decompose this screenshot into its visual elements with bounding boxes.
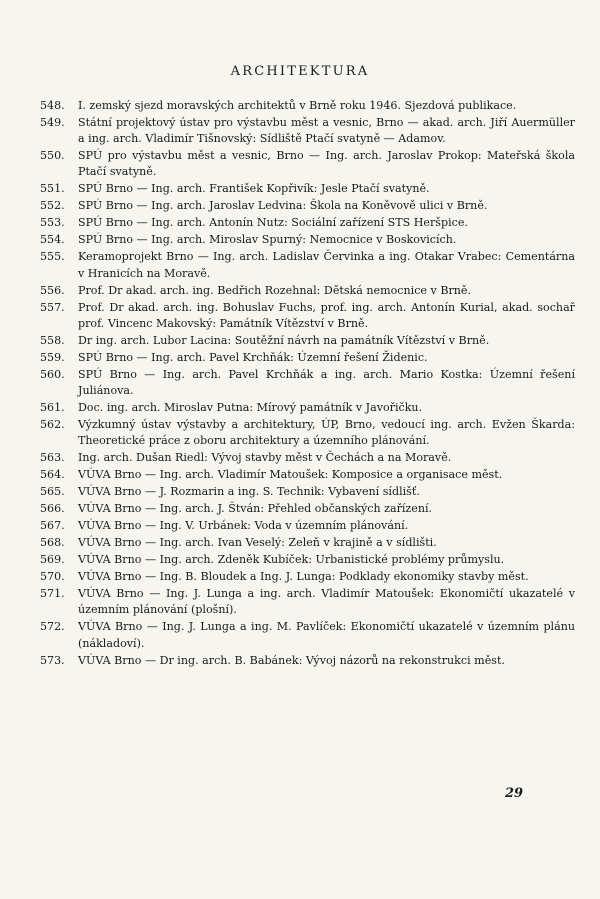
entry-number: 567. [40,519,65,533]
entry-text: Prof. Dr akad. arch. ing. Bedřich Rozehnal: Dětská nemocnice v Brně. [78,283,472,297]
catalog-entry [40,350,575,366]
catalog-entry [40,569,575,585]
page-number: 29 [505,786,524,801]
entry-number: 570. [40,570,65,584]
entry-number: 563. [40,451,65,465]
catalog-entry [40,501,575,517]
catalog-entry [40,367,575,399]
entry-text: Výzkumný ústav výstavby a architektury, ÚP, Brno, vedoucí ing. arch. Evžen Škarda: Theoretické práce z oboru architektury a územního plánování. [78,418,575,448]
entry-number: 556. [40,283,65,297]
entry-text: SPÚ Brno — Ing. arch. Jaroslav Ledvina: Škola na Koněvově ulici v Brně. [78,199,488,213]
entry-text: VÚVA Brno — Ing. B. Bloudek a Ing. J. Lunga: Podklady ekonomiky stavby měst. [78,570,529,584]
catalog-entry [40,450,575,466]
entry-number: 562. [40,418,65,432]
catalog-entry [40,115,575,147]
entry-number: 550. [40,149,65,163]
entry-text: Prof. Dr akad. arch. ing. Bohuslav Fuchs, prof. ing. arch. Antonín Kurial, akad. sochař prof. Vincenc Makovský: Památník Vítězství v Brně. [78,300,575,330]
entry-text: Keramoprojekt Brno — Ing. arch. Ladislav Červinka a ing. Otakar Vrabec: Cementárna v Hranicích na Moravě. [78,250,575,280]
entry-number: 549. [40,116,65,129]
entry-text: SPÚ Brno — Ing. arch. Pavel Krchňák a ing. arch. Mario Kostka: Územní řešení Juliánova. [78,367,575,398]
entry-text: SPÚ pro výstavbu měst a vesnic, Brno — Ing. arch. Jaroslav Prokop: Mateřská škola Ptačí svatyně. [78,149,575,179]
entry-text: VÚVA Brno — J. Rozmarin a ing. S. Technik: Vybavení sídlišť. [78,485,420,499]
catalog-entry [40,333,575,349]
entry-text: VÚVA Brno — Ing. J. Lunga a ing. arch. Vladimír Matoušek: Ekonomičtí ukazatelé v územním plánování (plošní). [78,587,575,617]
entry-text: VÚVA Brno — Ing. arch. Zdeněk Kubíček: Urbanistické problémy průmyslu. [78,553,505,567]
entry-number: 568. [40,536,65,550]
catalog-entry [40,619,575,651]
entry-number: 572. [40,620,65,634]
catalog-entry [40,283,575,299]
entry-text: Státní projektový ústav pro výstavbu měst a vesnic, Brno — akad. arch. Jiří Auermüller a ing. arch. Vladimír Tišnovský: Sídliště Ptačí svatyně — Adamov. [78,116,575,146]
entry-number: 554. [40,233,65,247]
entry-number: 555. [40,250,65,264]
entry-text: VÚVA Brno — Dr ing. arch. B. Babánek: Vývoj názorů na rekonstrukci měst. [78,653,505,667]
catalog-entry [40,148,575,180]
catalog-entry [40,232,575,248]
catalog-entry [40,417,575,449]
entry-text: VÚVA Brno — Ing. J. Lunga a ing. M. Pavlíček: Ekonomičtí ukazatelé v územním plánu (nákladoví). [78,620,575,650]
catalog-entry [40,653,575,669]
page-header: ARCHITEKTURA [230,64,370,79]
catalog-entry [40,181,575,197]
entry-number: 553. [40,216,65,230]
entry-text: Doc. ing. arch. Miroslav Putna: Mírový památník v Javořičku. [78,401,423,415]
entry-text: Ing. arch. Dušan Riedl: Vývoj stavby měst v Čechách a na Moravě. [78,451,452,465]
catalog-entry [40,484,575,500]
entry-number: 548. [40,99,65,112]
entry-number: 551. [40,182,65,196]
catalog-entry [40,518,575,534]
entry-text: VÚVA Brno — Ing. arch. Ivan Veselý: Zeleň v krajině a v sídlišti. [78,536,437,550]
entry-number: 561. [40,401,65,415]
entry-number: 564. [40,468,65,482]
entry-number: 565. [40,485,65,499]
entry-number: 571. [40,587,65,601]
entry-text: SPÚ Brno — Ing. arch. Antonín Nutz: Sociální zařízení STS Heršpice. [78,216,468,230]
entry-number: 566. [40,502,65,516]
catalog-entry-list [40,98,575,670]
entry-number: 569. [40,553,65,567]
catalog-entry [40,586,575,618]
entry-text: VÚVA Brno — Ing. arch. J. Štván: Přehled občanských zařízení. [78,502,433,516]
entry-number: 560. [40,367,65,381]
entry-number: 557. [40,300,65,314]
entry-number: 573. [40,653,65,667]
catalog-entry [40,552,575,568]
entry-text: I. zemský sjezd moravských architektů v Brně roku 1946. Sjezdová publikace. [78,99,517,112]
catalog-entry [40,535,575,551]
entry-text: VÚVA Brno — Ing. arch. Vladimír Matoušek: Komposice a organisace měst. [78,468,503,482]
entry-text: VÚVA Brno — Ing. V. Urbánek: Voda v územním plánování. [78,519,409,533]
catalog-entry [40,249,575,281]
catalog-entry [40,98,575,114]
entry-number: 552. [40,199,65,213]
catalog-entry [40,400,575,416]
entry-number: 558. [40,333,65,347]
entry-text: SPÚ Brno — Ing. arch. František Kopřivík: Jesle Ptačí svatyně. [78,182,430,196]
entry-text: SPÚ Brno — Ing. arch. Miroslav Spurný: Nemocnice v Boskovicích. [78,233,457,247]
entry-text: SPÚ Brno — Ing. arch. Pavel Krchňák: Územní řešení Židenic. [78,350,428,364]
entry-number: 559. [40,350,65,364]
catalog-entry [40,215,575,231]
entry-text: Dr ing. arch. Lubor Lacina: Soutěžní návrh na památník Vítězství v Brně. [78,333,490,347]
catalog-entry [40,198,575,214]
catalog-entry [40,467,575,483]
catalog-entry [40,300,575,332]
